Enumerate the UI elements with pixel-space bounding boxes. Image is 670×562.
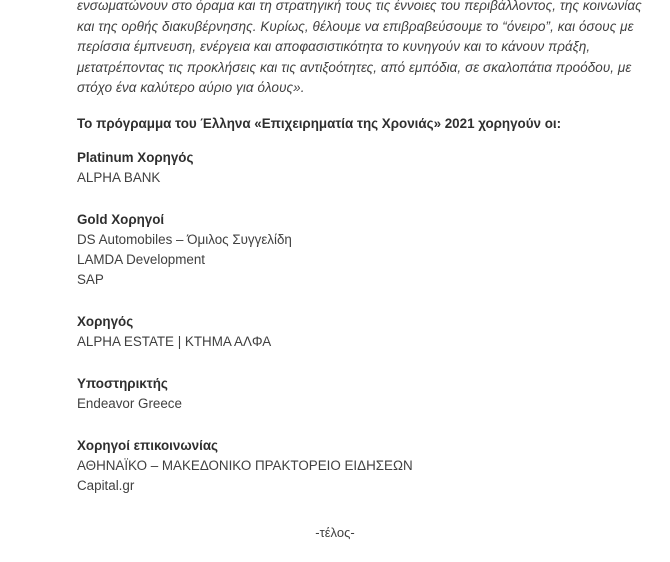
sponsors-heading: Το πρόγραμμα του Έλληνα «Επιχειρηματία της Χρονιάς» 2021 χορηγούν οι: (77, 115, 562, 131)
sponsor-name: ALPHA BANK (77, 169, 161, 185)
sponsor-section (77, 374, 645, 414)
sponsor-tier-label: Gold Χορηγοί (77, 211, 165, 227)
intro-line: ενσωματώνουν στο όραμα και τη στρατηγική τους τις έννοιες του περιβάλλοντος, της κοινωνίας (77, 0, 642, 13)
sponsor-section (77, 210, 645, 290)
sponsor-tier-label: Χορηγοί επικοινωνίας (77, 437, 219, 453)
end-marker: -τέλος- (315, 525, 355, 540)
sponsor-name: ΑΘΗΝΑΪΚΟ – ΜΑΚΕΔΟΝΙΚΟ ΠΡΑΚΤΟΡΕΙΟ ΕΙΔΗΣΕΩΝ (77, 457, 413, 473)
intro-paragraph (77, 0, 645, 99)
sponsor-name: LAMDA Development (77, 251, 206, 267)
sponsor-tier-label: Υποστηρικτής (77, 375, 168, 391)
sponsor-name: DS Automobiles – Όμιλος Συγγελίδη (77, 231, 292, 247)
sponsor-section (77, 436, 645, 496)
sponsor-name: Endeavor Greece (77, 395, 182, 411)
sponsor-tier-label: Χορηγός (77, 313, 134, 329)
sponsor-tier-label: Platinum Χορηγός (77, 149, 194, 165)
sponsor-sections (77, 148, 645, 496)
sponsor-section (77, 312, 645, 352)
sponsor-name: SAP (77, 271, 104, 287)
intro-line: στόχο ένα καλύτερο αύριο για όλους». (77, 80, 305, 96)
intro-line: και της ορθής διακυβέρνησης. Κυρίως, θέλουμε να επιβραβεύσουμε το “όνειρο”, και όσους με (77, 18, 634, 34)
intro-line: μετατρέποντας τις προκλήσεις και τις αντιξοότητες, από εμπόδια, σε σκαλοπάτια προόδου, με (77, 59, 632, 75)
sponsor-section (77, 148, 645, 188)
sponsor-name: ALPHA ESTATE | ΚΤΗΜΑ ΑΛΦΑ (77, 333, 272, 349)
intro-line: περίσσια έμπνευση, ενέργεια και αποφασιστικότητα το κυνηγούν και το κάνουν πράξη, (77, 39, 591, 55)
sponsor-name: Capital.gr (77, 477, 135, 493)
